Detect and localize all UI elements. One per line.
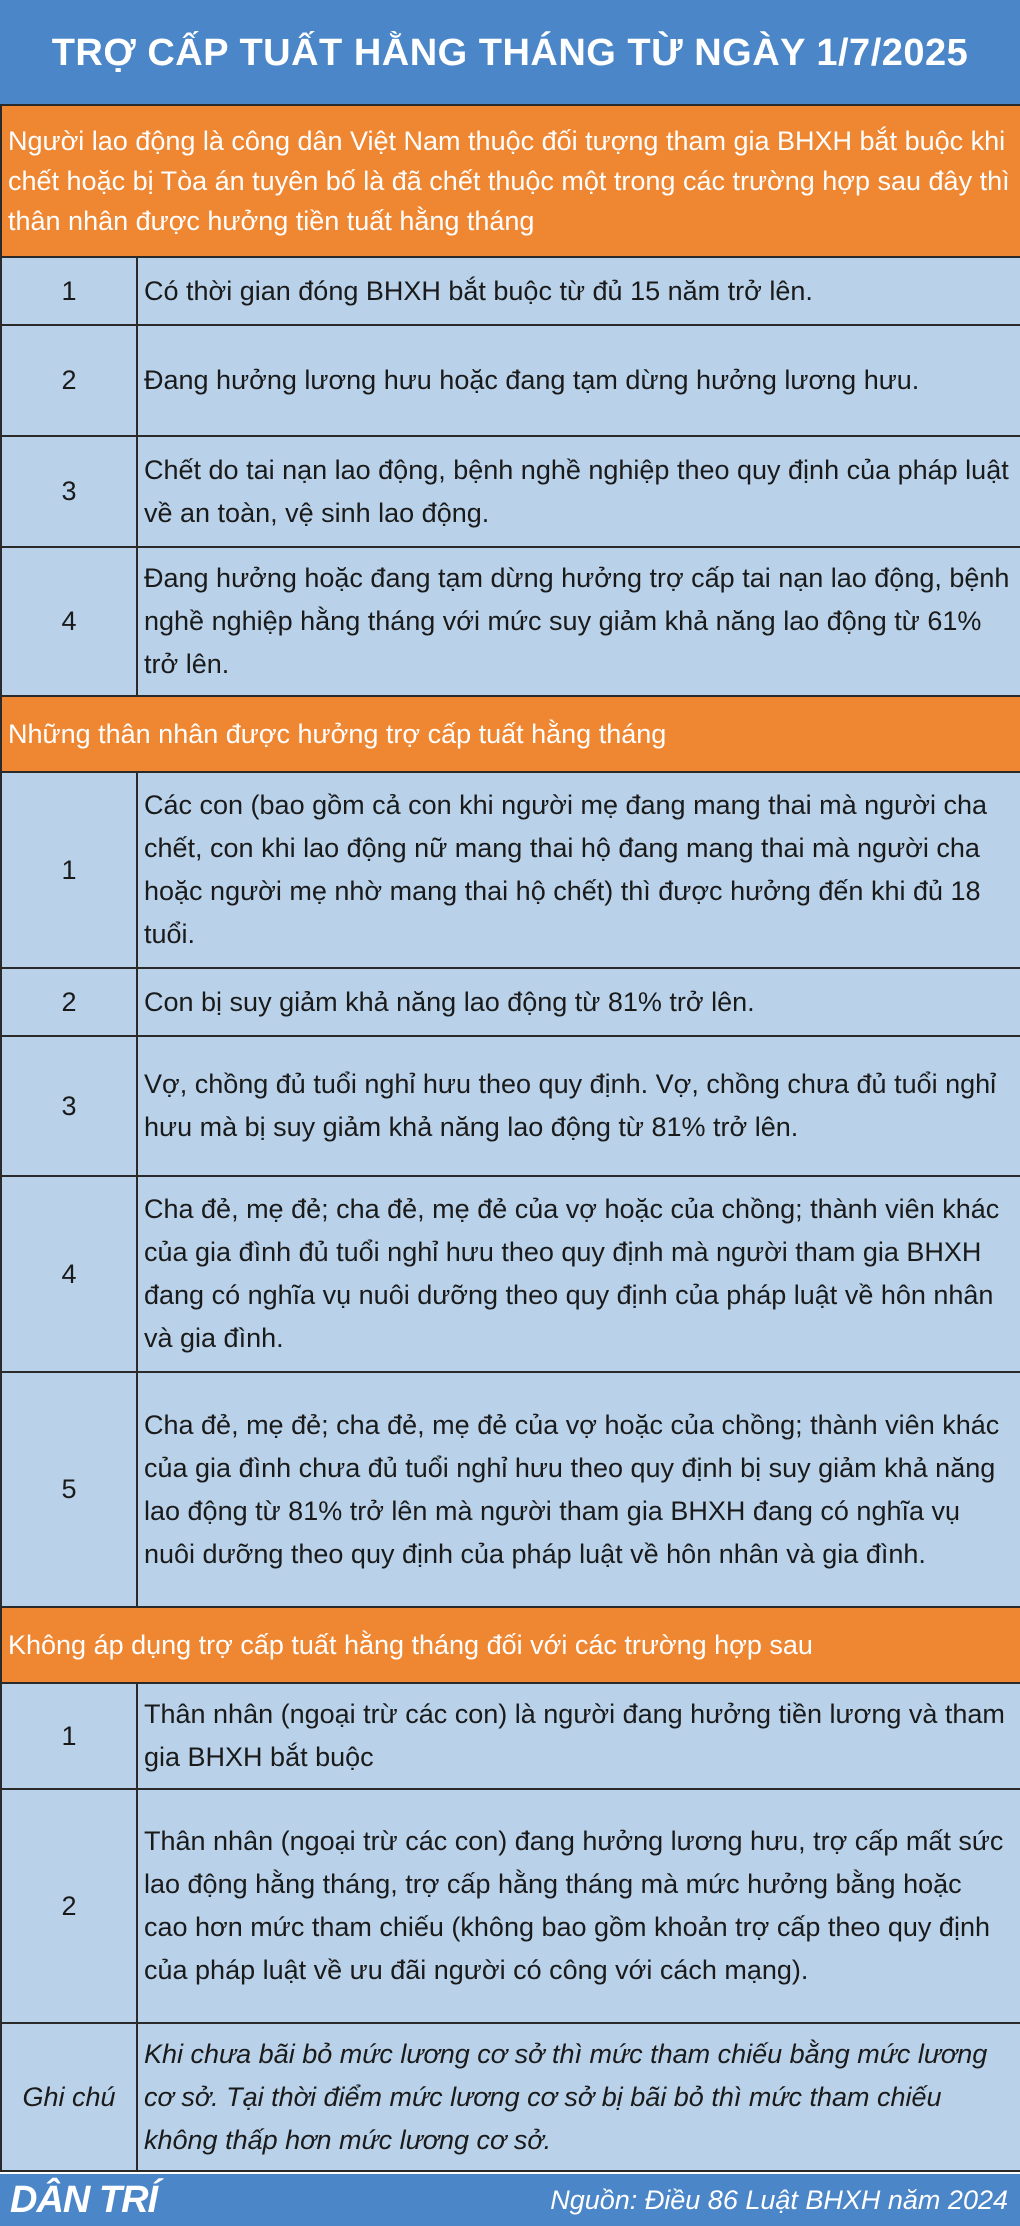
row-number: 3 (1, 1036, 137, 1176)
row-text: Thân nhân (ngoại trừ các con) là người đang hưởng tiền lương và tham gia BHXH bắt buộc (137, 1683, 1020, 1789)
row-text: Thân nhân (ngoại trừ các con) đang hưởng lương hưu, trợ cấp mất sức lao động hằng tháng, trợ cấp hằng tháng mà mức hưởng bằng hoặc cao hơn mức tham chiếu (không bao gồm khoản trợ cấp theo quy định của pháp luật về ưu đãi người có công với cách mạng). (137, 1789, 1020, 2023)
row-text: Các con (bao gồm cả con khi người mẹ đang mang thai mà người cha chết, con khi lao động nữ mang thai hộ đang mang thai mà người cha hoặc người mẹ nhờ mang thai hộ chết) thì được hưởng đến khi đủ 18 tuổi. (137, 772, 1020, 968)
row-number: 5 (1, 1372, 137, 1607)
table-row (1, 1789, 1020, 2023)
table-row (1, 1372, 1020, 1607)
section-heading-exclusions (1, 1607, 1020, 1683)
section-heading: Không áp dụng trợ cấp tuất hằng tháng đối với các trường hợp sau (1, 1607, 1020, 1683)
section-heading: Người lao động là công dân Việt Nam thuộc đối tượng tham gia BHXH bắt buộc khi chết hoặc bị Tòa án tuyên bố là đã chết thuộc một trong các trường hợp sau đây thì thân nhân được hưởng tiền tuất hằng tháng (1, 105, 1020, 257)
row-number: 1 (1, 257, 137, 325)
row-text: Con bị suy giảm khả năng lao động từ 81% trở lên. (137, 968, 1020, 1036)
benefit-table (0, 104, 1020, 2172)
row-number: 1 (1, 1683, 137, 1789)
note-row (1, 2023, 1020, 2171)
table-row (1, 547, 1020, 696)
row-text: Chết do tai nạn lao động, bệnh nghề nghiệp theo quy định của pháp luật về an toàn, vệ sinh lao động. (137, 436, 1020, 547)
row-number: 2 (1, 1789, 137, 2023)
row-text: Đang hưởng lương hưu hoặc đang tạm dừng hưởng lương hưu. (137, 325, 1020, 436)
source-credit: Nguồn: Điều 86 Luật BHXH năm 2024 (550, 2184, 1008, 2215)
row-text: Có thời gian đóng BHXH bắt buộc từ đủ 15 năm trở lên. (137, 257, 1020, 325)
section-heading: Những thân nhân được hưởng trợ cấp tuất hằng tháng (1, 696, 1020, 772)
row-text: Vợ, chồng đủ tuổi nghỉ hưu theo quy định. Vợ, chồng chưa đủ tuổi nghỉ hưu mà bị suy giảm khả năng lao động từ 81% trở lên. (137, 1036, 1020, 1176)
table-row (1, 1176, 1020, 1372)
row-number: 2 (1, 968, 137, 1036)
row-number: 2 (1, 325, 137, 436)
table-row (1, 772, 1020, 968)
note-label: Ghi chú (1, 2023, 137, 2171)
footer (0, 2174, 1020, 2226)
row-text: Cha đẻ, mẹ đẻ; cha đẻ, mẹ đẻ của vợ hoặc của chồng; thành viên khác của gia đình chưa đủ tuổi nghỉ hưu theo quy định bị suy giảm khả năng lao động từ 81% trở lên mà người tham gia BHXH đang có nghĩa vụ nuôi dưỡng theo quy định của pháp luật về hôn nhân và gia đình. (137, 1372, 1020, 1607)
row-number: 1 (1, 772, 137, 968)
table-row (1, 1683, 1020, 1789)
section-heading-eligibility (1, 105, 1020, 257)
row-text: Đang hưởng hoặc đang tạm dừng hưởng trợ cấp tai nạn lao động, bệnh nghề nghiệp hằng tháng với mức suy giảm khả năng lao động từ 61% trở lên. (137, 547, 1020, 696)
row-number: 4 (1, 547, 137, 696)
page-title: TRỢ CẤP TUẤT HẰNG THÁNG TỪ NGÀY 1/7/2025 (51, 31, 969, 74)
section-heading-beneficiaries (1, 696, 1020, 772)
note-text: Khi chưa bãi bỏ mức lương cơ sở thì mức tham chiếu bằng mức lương cơ sở. Tại thời điểm mức lương cơ sở bị bãi bỏ thì mức tham chiếu không thấp hơn mức lương cơ sở. (137, 2023, 1020, 2171)
dantri-logo: DÂN TRÍ (10, 2178, 158, 2221)
table-row (1, 436, 1020, 547)
row-number: 4 (1, 1176, 137, 1372)
table-row (1, 968, 1020, 1036)
table-row (1, 325, 1020, 436)
row-number: 3 (1, 436, 137, 547)
title-bar (0, 0, 1020, 104)
table-row (1, 257, 1020, 325)
table-row (1, 1036, 1020, 1176)
row-text: Cha đẻ, mẹ đẻ; cha đẻ, mẹ đẻ của vợ hoặc của chồng; thành viên khác của gia đình đủ tuổi nghỉ hưu theo quy định mà người tham gia BHXH đang có nghĩa vụ nuôi dưỡng theo quy định của pháp luật về hôn nhân và gia đình. (137, 1176, 1020, 1372)
